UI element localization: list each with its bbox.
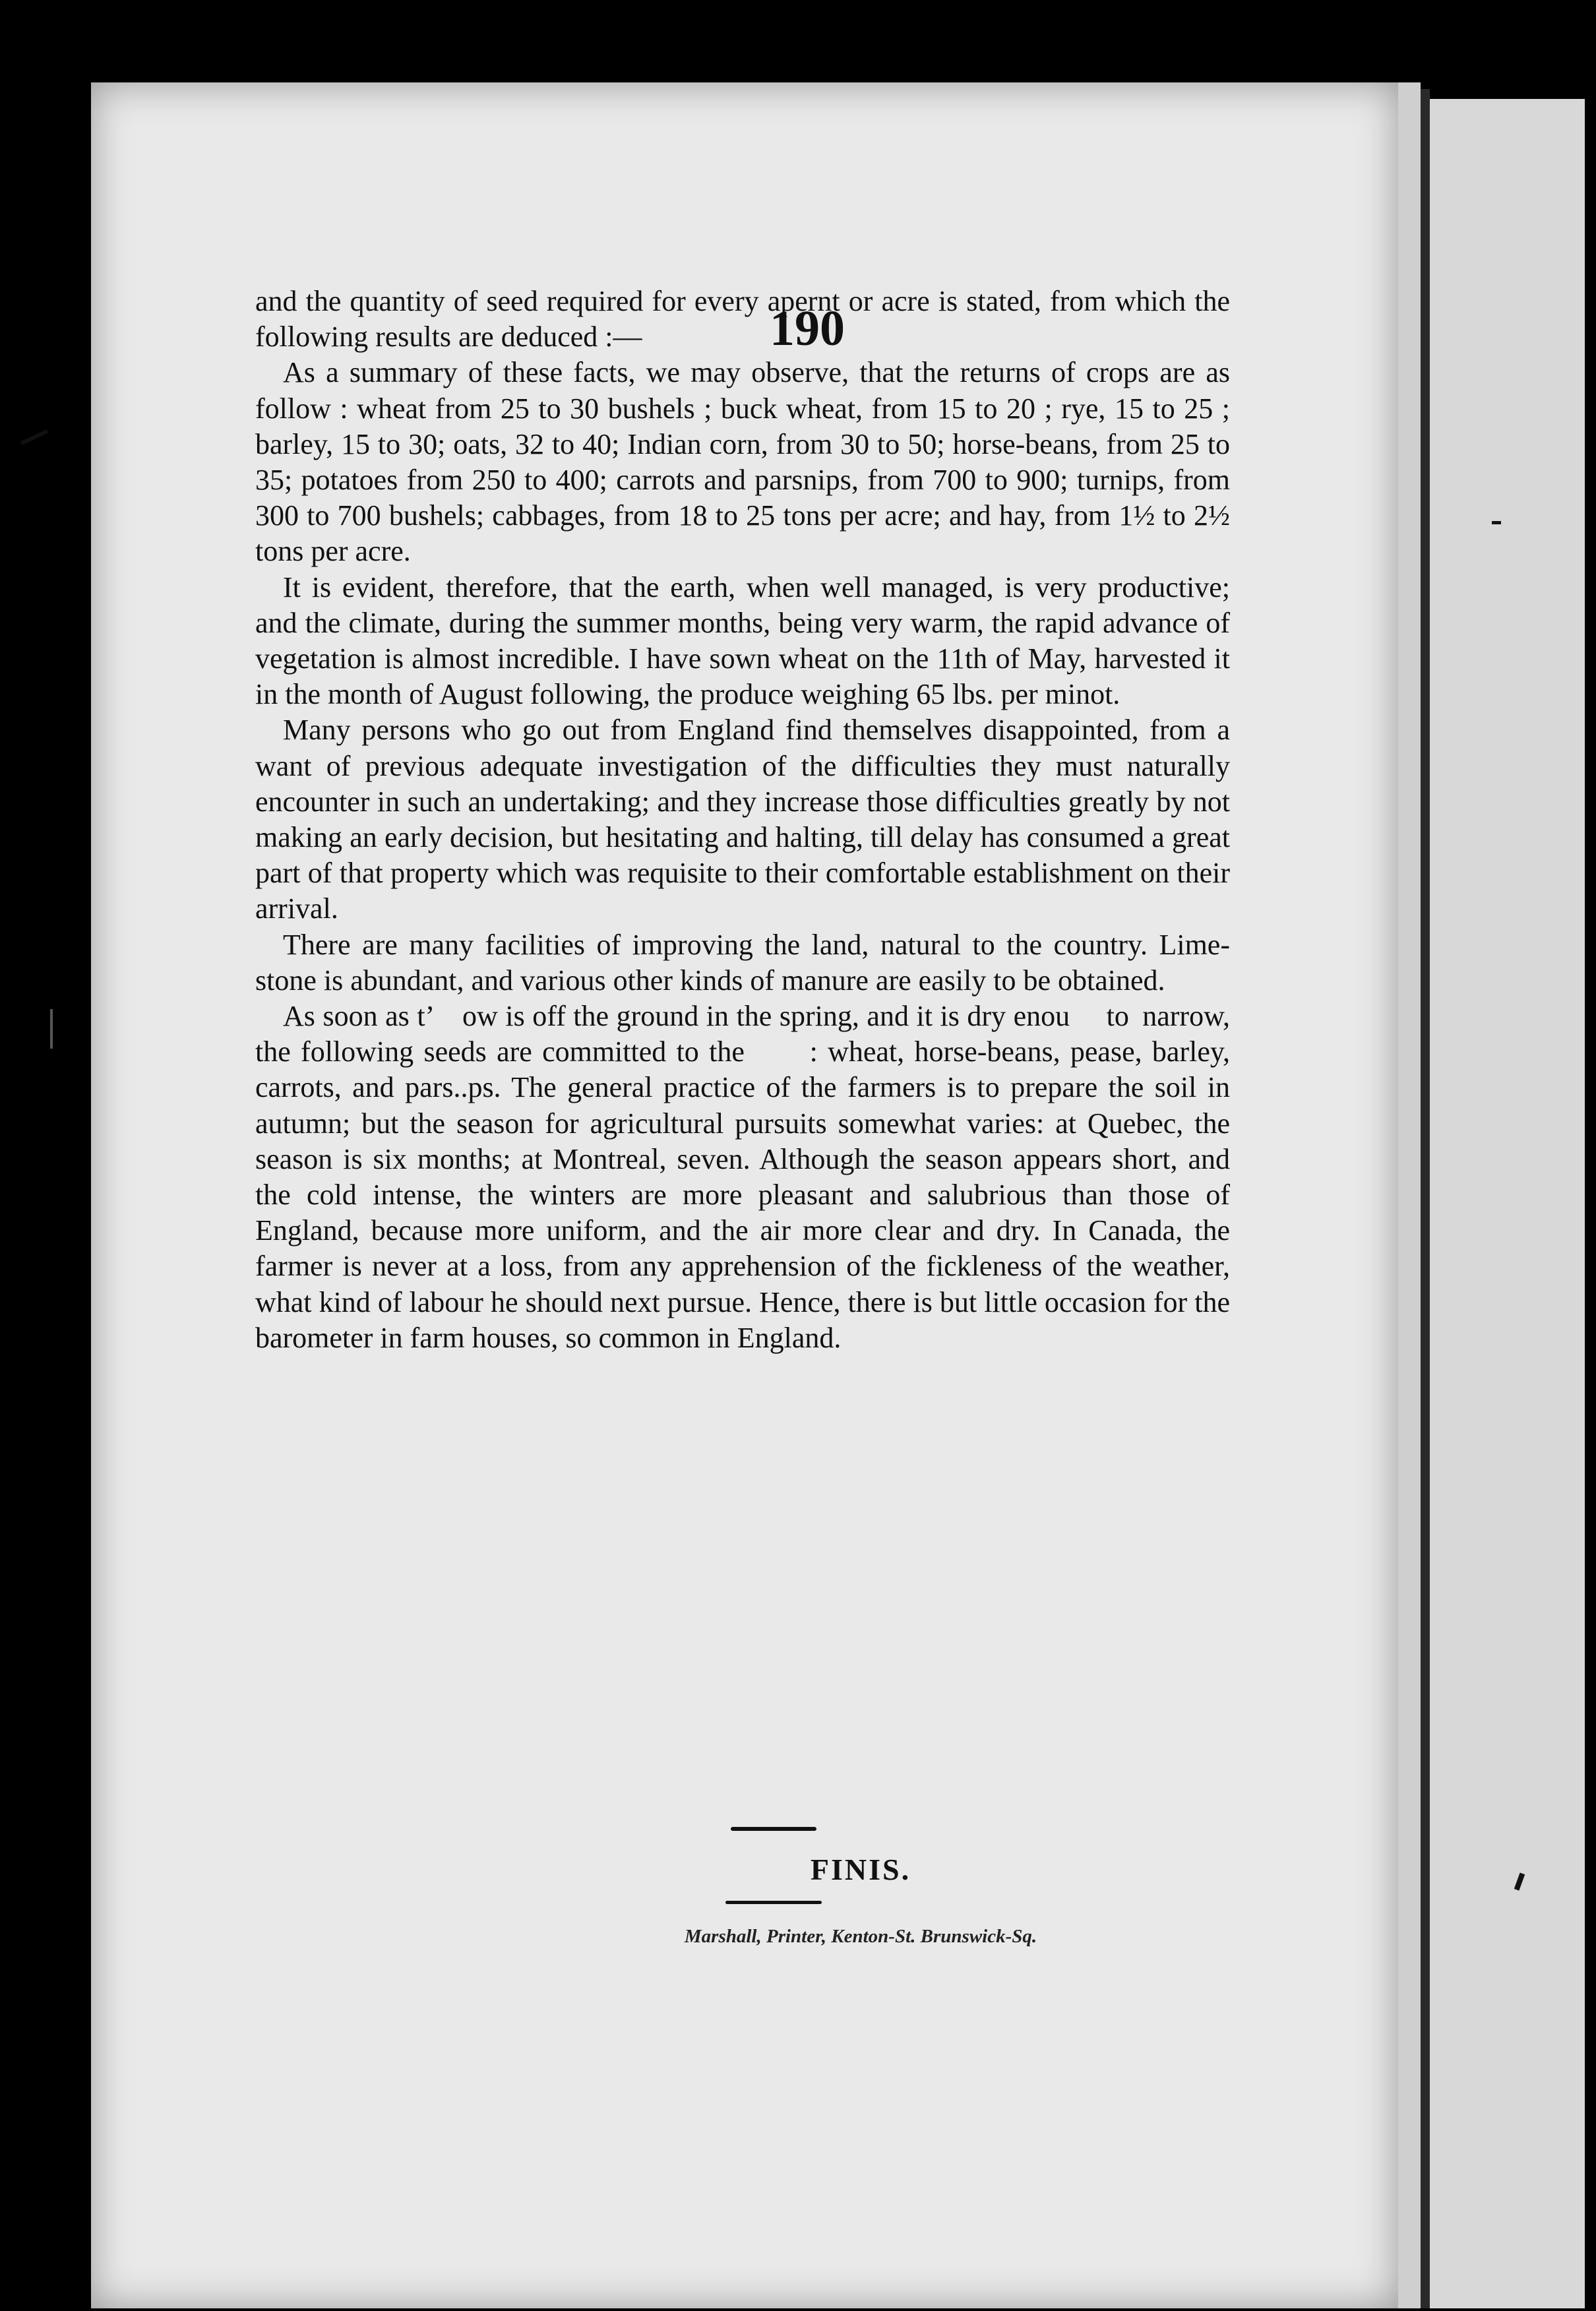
paragraph-1: and the quantity of seed required for every apernt or acre is stated, from which the following results are deduced :— <box>255 285 1230 354</box>
paragraph-3: It is evident, therefore, that the earth, when well managed, is very productive; and the climate, during the summer months, being very warm, the rapid advance of vegetation is almost incredible. I have sown wheat on the 11th of May, harvested it in the month of August following, the produce weighing 65 lbs. per minot. <box>255 570 1230 711</box>
page-number: 190 <box>770 301 845 356</box>
scan-speck <box>1492 521 1501 524</box>
scan-speck <box>50 1009 53 1049</box>
book-binding <box>1421 89 1430 2308</box>
printer-imprint: Marshall, Printer, Kenton-St. Brunswick-Sq. <box>684 1926 1037 1947</box>
body-text <box>255 284 1230 1356</box>
ornamental-rule-top <box>731 1827 816 1831</box>
ornamental-rule-bottom <box>725 1901 822 1904</box>
finis-heading: FINIS. <box>810 1853 911 1886</box>
page-edge <box>1398 82 1421 2308</box>
paragraph-4: Many persons who go out from England find themselves disappointed, from a want of previous adequate investigation of the difficulties they must naturally encounter in such an undertaking; and they increase those difficulties greatly by not making an early decision, but hesitating and halting, till delay has consumed a great part of that property which was requisite to their comfortable establishment on their arrival. <box>255 714 1230 925</box>
scan-speck <box>20 429 48 445</box>
paragraph-6: As soon as t’ ow is off the ground in the spring, and it is dry enou to narrow, the following seeds are committed to the : wheat, horse-beans, pease, barley, carrots, and pars..ps. The general practice of the farmers is to prepare the soil in autumn; but the season for agricultural pursuits somewhat varies: at Quebec, the season is six months; at Montreal, seven. Although the season appears short, and the cold intense, the winters are more pleasant and salubrious than those of England, because more uniform, and the air more clear and dry. In Canada, the farmer is never at a loss, from any apprehension of the fickleness of the weather, what kind of labour he should next pursue. Hence, there is but little occasion for the barometer in farm houses, so common in England. <box>255 1000 1230 1354</box>
paragraph-5: There are many facilities of improving the land, natural to the country. Lime-stone is abundant, and various other kinds of manure are easily to be obtained. <box>255 928 1230 997</box>
adjacent-page-edge <box>1430 99 1585 2308</box>
paragraph-2: As a summary of these facts, we may observe, that the returns of crops are as follow : wheat from 25 to 30 bushels ; buck wheat, from 15 to 20 ; rye, 15 to 25 ; barley, 15 to 30; oats, 32 to 40; Indian corn, from 30 to 50; horse-beans, from 25 to 35; potatoes from 250 to 400; carrots and parsnips, from 700 to 900; turnips, from 300 to 700 bushels; cabbages, from 18 to 25 tons per acre; and hay, from 1½ to 2½ tons per acre. <box>255 356 1230 568</box>
